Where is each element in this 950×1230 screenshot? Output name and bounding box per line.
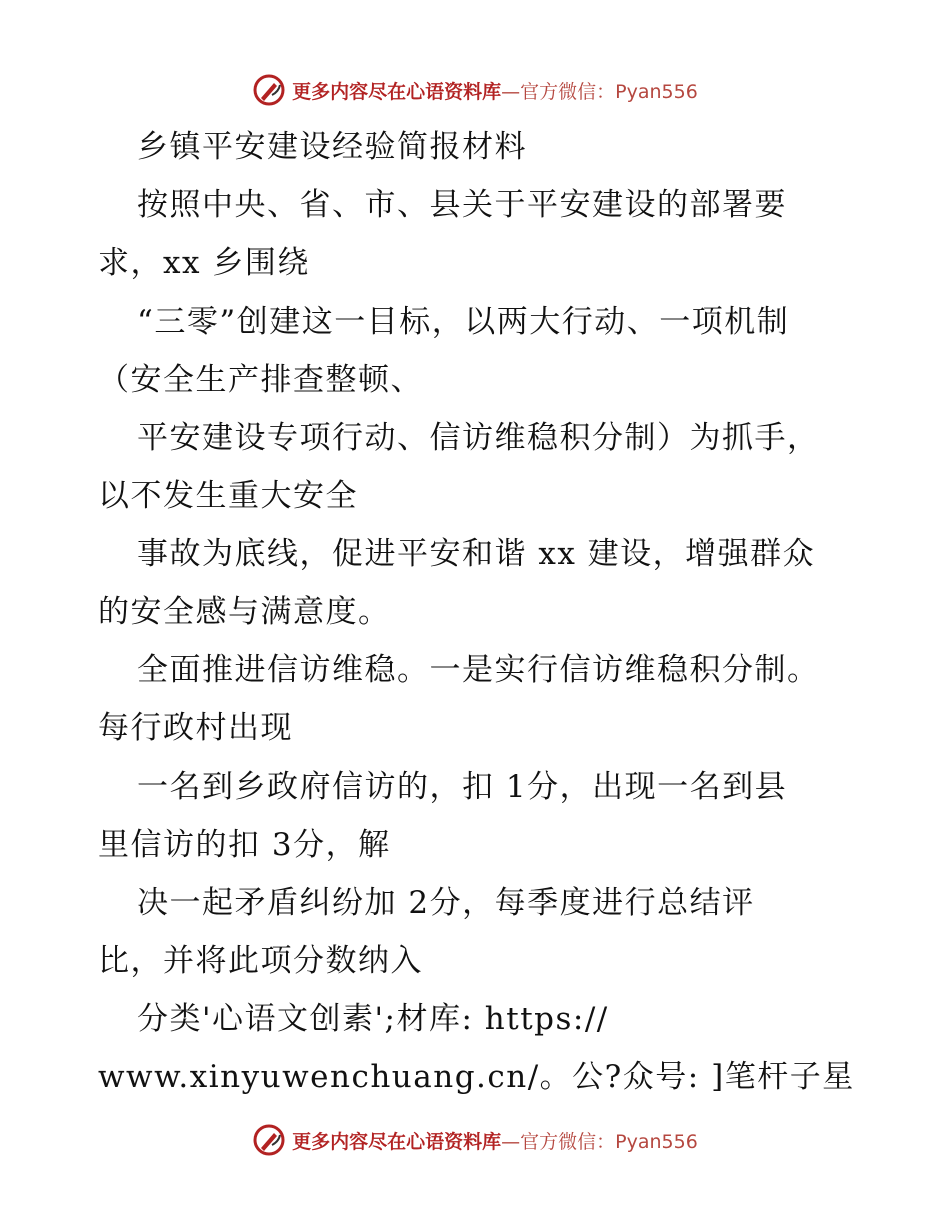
- paragraph-line: （安全生产排查整顿、: [98, 362, 423, 398]
- paragraph-line: 按照中央、省、市、县关于平安建设的部署要: [137, 187, 787, 223]
- document-title: 乡镇平安建设经验简报材料: [137, 129, 527, 165]
- paragraph-line: 比，并将此项分数纳入: [98, 943, 423, 979]
- pen-logo-icon: [252, 1123, 286, 1157]
- paragraph-line: 事故为底线，促进平安和谐 xx 建设，增强群众: [137, 536, 816, 572]
- paragraph-line: “三零”创建这一目标，以两大行动、一项机制: [137, 304, 790, 340]
- paragraph-line: www.xinyuwenchuang.cn/。公?众号: ]笔杆子星: [98, 1059, 855, 1095]
- watermark-text: [292, 77, 698, 104]
- paragraph-line: 一名到乡政府信访的，扣 1分，出现一名到县: [137, 769, 788, 805]
- paragraph-line: 全面推进信访维稳。一是实行信访维稳积分制。: [137, 652, 820, 688]
- pen-logo-icon: [252, 73, 286, 107]
- watermark-lead-text: 更多内容尽在心语资料库: [292, 1130, 502, 1153]
- watermark-tail-text: —官方微信：Pyan556: [501, 1130, 698, 1153]
- paragraph-line: 每行政村出现: [98, 710, 293, 746]
- header-watermark-banner: [0, 70, 950, 110]
- paragraph-line: 决一起矛盾纠纷加 2分，每季度进行总结评: [137, 885, 755, 921]
- paragraph-line: 的安全感与满意度。: [98, 594, 391, 630]
- paragraph-line: 分类'心语文创素';材库: https://: [137, 1001, 609, 1037]
- watermark-text: [292, 1127, 698, 1154]
- paragraph-line: 求，xx 乡围绕: [98, 245, 310, 281]
- watermark-lead-text: 更多内容尽在心语资料库: [292, 80, 502, 103]
- watermark-tail-text: —官方微信：Pyan556: [501, 80, 698, 103]
- paragraph-line: 平安建设专项行动、信访维稳积分制）为抓手，: [137, 420, 820, 456]
- footer-watermark-banner: [0, 1120, 950, 1160]
- paragraph-line: 里信访的扣 3分，解: [98, 827, 391, 863]
- paragraph-line: 以不发生重大安全: [98, 478, 358, 514]
